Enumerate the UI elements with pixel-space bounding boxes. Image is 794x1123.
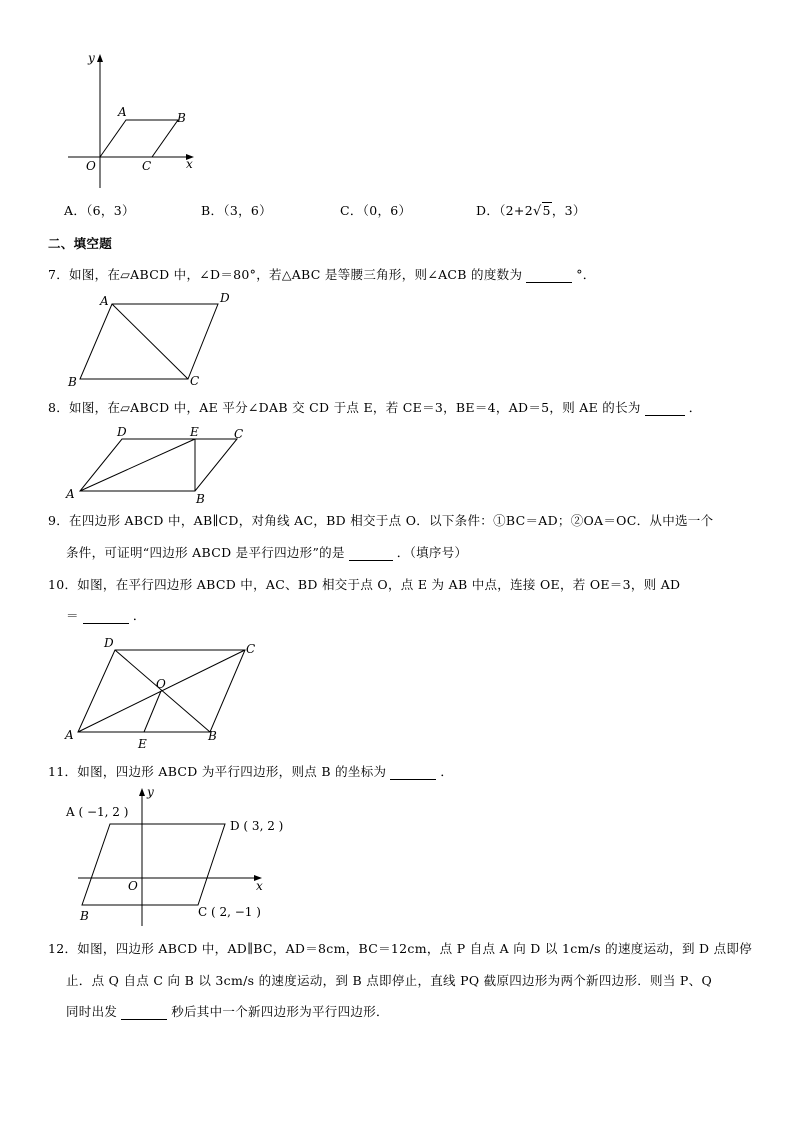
fig8-b-label: B	[196, 492, 205, 506]
choice-b: B．（3，6）	[201, 203, 272, 218]
fig8-e-label: E	[190, 425, 199, 439]
fig11-b-label: B	[80, 909, 89, 923]
question-12-line-2: 止．点 Q 自点 C 向 B 以 3cm/s 的速度运动，到 B 点即停止，直线 PQ 截原四边形为两个新四边形．则当 P、Q	[66, 973, 712, 988]
q8-text-after: ．	[688, 400, 702, 415]
fig-top-c-label: C	[142, 159, 152, 173]
q12-answer-blank[interactable]	[121, 1005, 167, 1020]
choice-d-suffix: ，3）	[551, 203, 586, 218]
q12-text-after: 秒后其中一个新四边形为平行四边形．	[171, 1004, 389, 1019]
q7-text: 7．如图，在▱ABCD 中，∠D＝80°，若△ABC 是等腰三角形，则∠ACB 的度数为	[48, 267, 523, 282]
fig10-e-label: E	[138, 737, 147, 751]
q9-text-after: ．（填序号）	[396, 545, 468, 560]
choice-c: C．（0，6）	[340, 203, 412, 218]
question-9-line-2	[66, 545, 467, 561]
figure-q7-parallelogram	[60, 288, 240, 392]
fig10-a-label: A	[65, 728, 74, 742]
fig-top-y-label: y	[88, 51, 95, 65]
fig10-d-label: D	[104, 636, 114, 650]
q10-answer-blank[interactable]	[83, 609, 129, 624]
fig11-y-label: y	[147, 785, 154, 799]
question-9-line-1: 9．在四边形 ABCD 中，AB∥CD，对角线 AC，BD 相交于点 O．以下条件：①BC＝AD；②OA＝OC．从中选一个	[48, 513, 714, 528]
fig8-a-label: A	[66, 487, 75, 501]
figure-q10-parallelogram	[60, 634, 270, 752]
fig8-c-label: C	[234, 427, 244, 441]
fig11-a-label: A ( −1, 2 )	[66, 805, 129, 819]
fig11-x-label: x	[256, 879, 263, 893]
fig10-o-label: O	[156, 677, 166, 691]
q11-text: 11．如图，四边形 ABCD 为平行四边形，则点 B 的坐标为	[48, 764, 387, 779]
q11-answer-blank[interactable]	[390, 765, 436, 780]
fig7-d-label: D	[220, 291, 230, 305]
q11-text-after: ．	[440, 764, 454, 779]
section-title-fill-blank: 二、填空题	[48, 236, 113, 251]
fig11-o-label: O	[128, 879, 138, 893]
q9-text: 条件，可证明“四边形 ABCD 是平行四边形”的是	[66, 545, 345, 560]
fig10-c-label: C	[246, 642, 256, 656]
q9-answer-blank[interactable]	[349, 546, 393, 561]
figure-q11-coordinate	[60, 784, 284, 930]
question-10-line-2	[66, 608, 146, 624]
choice-d	[476, 203, 586, 220]
fig10-b-label: B	[208, 729, 217, 743]
question-11	[48, 764, 453, 780]
choice-d-radicand: 5	[542, 203, 551, 218]
fig-top-o-label: O	[86, 159, 96, 173]
fig-top-x-label: x	[186, 157, 193, 171]
question-12-line-3	[66, 1004, 389, 1020]
question-8	[48, 400, 702, 416]
choice-a: A．（6，3）	[64, 203, 135, 218]
figure-q8-parallelogram	[60, 423, 260, 505]
q10-text: ＝	[66, 608, 79, 623]
fig7-a-label: A	[100, 294, 109, 308]
fig-top-b-label: B	[177, 111, 186, 125]
question-7	[48, 267, 596, 283]
fig7-b-label: B	[68, 375, 77, 389]
figure-top-coordinate	[60, 48, 210, 178]
fig-top-a-label: A	[118, 105, 127, 119]
q7-text-after: °．	[576, 267, 596, 282]
question-12-line-1: 12．如图，四边形 ABCD 中，AD∥BC，AD＝8cm，BC＝12cm，点 P 自点 A 向 D 以 1cm/s 的速度运动，到 D 点即停	[48, 941, 753, 956]
q12-text: 同时出发	[66, 1004, 118, 1019]
fig11-d-label: D ( 3, 2 )	[230, 819, 284, 833]
q10-text-after: ．	[132, 608, 146, 623]
q8-text: 8．如图，在▱ABCD 中，AE 平分∠DAB 交 CD 于点 E，若 CE＝3，BE＝4，AD＝5，则 AE 的长为	[48, 400, 641, 415]
sqrt-symbol: √	[532, 204, 542, 219]
fig7-c-label: C	[190, 374, 200, 388]
fig11-c-label: C ( 2, −1 )	[198, 905, 261, 919]
choice-d-prefix: D．（2+2	[476, 203, 533, 218]
q8-answer-blank[interactable]	[645, 401, 685, 416]
fig8-d-label: D	[117, 425, 127, 439]
q7-answer-blank[interactable]	[526, 268, 572, 283]
question-10-line-1: 10．如图，在平行四边形 ABCD 中，AC、BD 相交于点 O，点 E 为 AB 中点，连接 OE，若 OE＝3，则 AD	[48, 577, 681, 592]
